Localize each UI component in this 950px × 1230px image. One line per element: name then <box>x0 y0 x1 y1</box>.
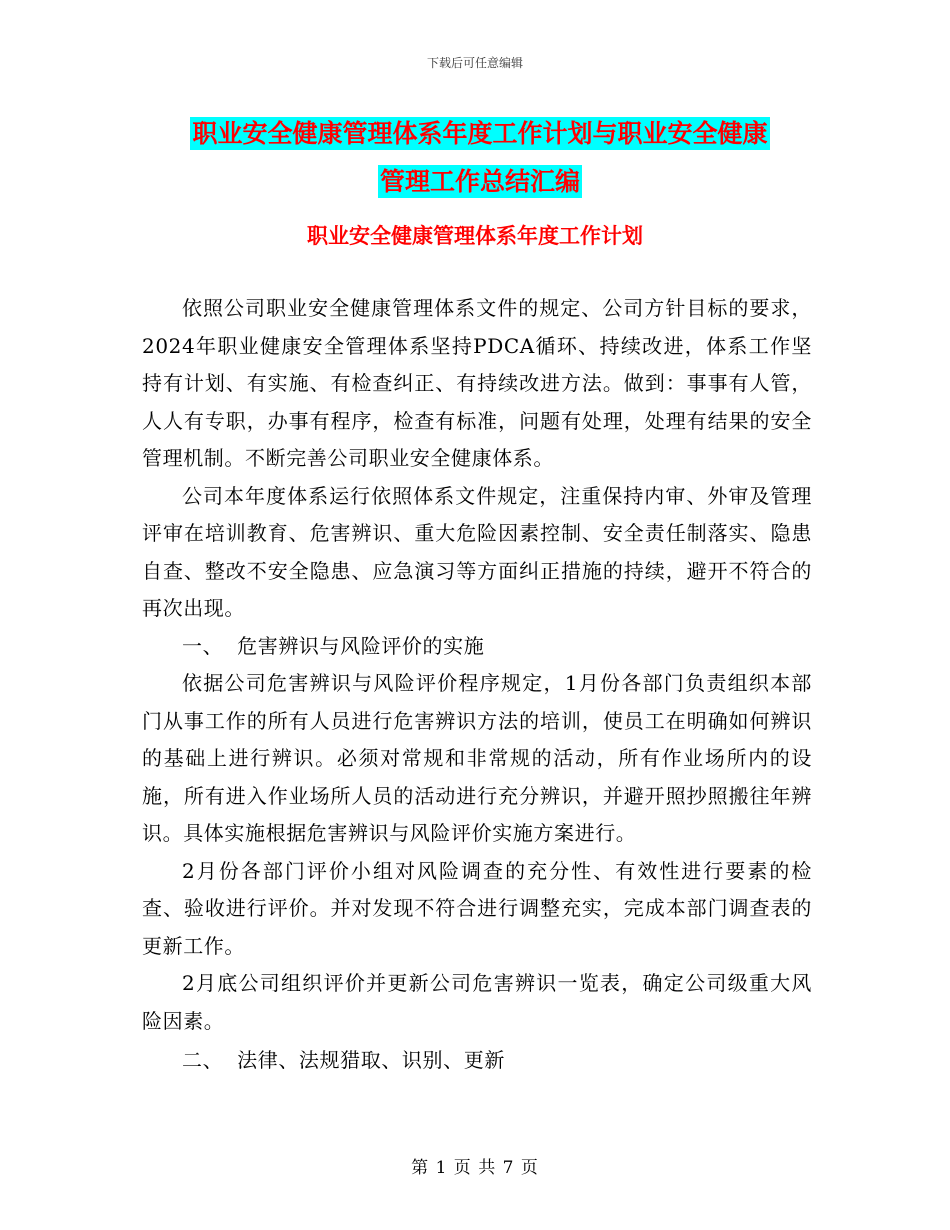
section-title: 职业安全健康管理体系年度工作计划 <box>307 224 643 248</box>
paragraph: 依据公司危害辨识与风险评价程序规定，1月份各部门负责组织本部门从事工作的所有人员进行危害辨识方法的培训，使员工在明确如何辨识的基础上进行辨识。必须对常规和非常规的活动，所有作业场所内的设施，所有进入作业场所人员的活动进行充分辨识，并避开照抄照搬往年辨识。具体实施根据危害辨识与风险评价实施方案进行。 <box>142 671 812 845</box>
paragraph: 依照公司职业安全健康管理体系文件的规定、公司方针目标的要求，2024年职业健康安全管理体系坚持PDCA循环、持续改进，体系工作坚持有计划、有实施、有检查纠正、有持续改进方法。做到：事事有人管，人人有专职，办事有程序，检查有标准，问题有处理，处理有结果的安全管理机制。不断完善公司职业安全健康体系。 <box>142 296 812 470</box>
document-body <box>142 290 812 1080</box>
paragraph: 2月份各部门评价小组对风险调查的充分性、有效性进行要素的检查、验收进行评价。并对发现不符合进行调整充实，完成本部门调查表的更新工作。 <box>142 858 812 958</box>
page-number: 第 1 页 共 7 页 <box>411 1158 539 1178</box>
header-note: 下载后可任意编辑 <box>426 56 523 70</box>
paragraph: 公司本年度体系运行依照体系文件规定，注重保持内审、外审及管理评审在培训教育、危害辨识、重大危险因素控制、安全责任制落实、隐患自查、整改不安全隐患、应急演习等方面纠正措施的持续，避开不符合的再次出现。 <box>142 483 812 620</box>
heading-laws-regulations: 二、 法律、法规猎取、识别、更新 <box>182 1048 505 1072</box>
document-title-line-2: 管理工作总结汇编 <box>379 167 580 196</box>
heading-hazard-identification: 一、 危害辨识与风险评价的实施 <box>182 633 485 658</box>
document-title <box>140 110 820 206</box>
paragraph: 2月底公司组织评价并更新公司危害辨识一览表，确定公司级重大风险因素。 <box>142 971 812 1033</box>
document-title-line-1: 职业安全健康管理体系年度工作计划与职业安全健康 <box>192 119 768 148</box>
